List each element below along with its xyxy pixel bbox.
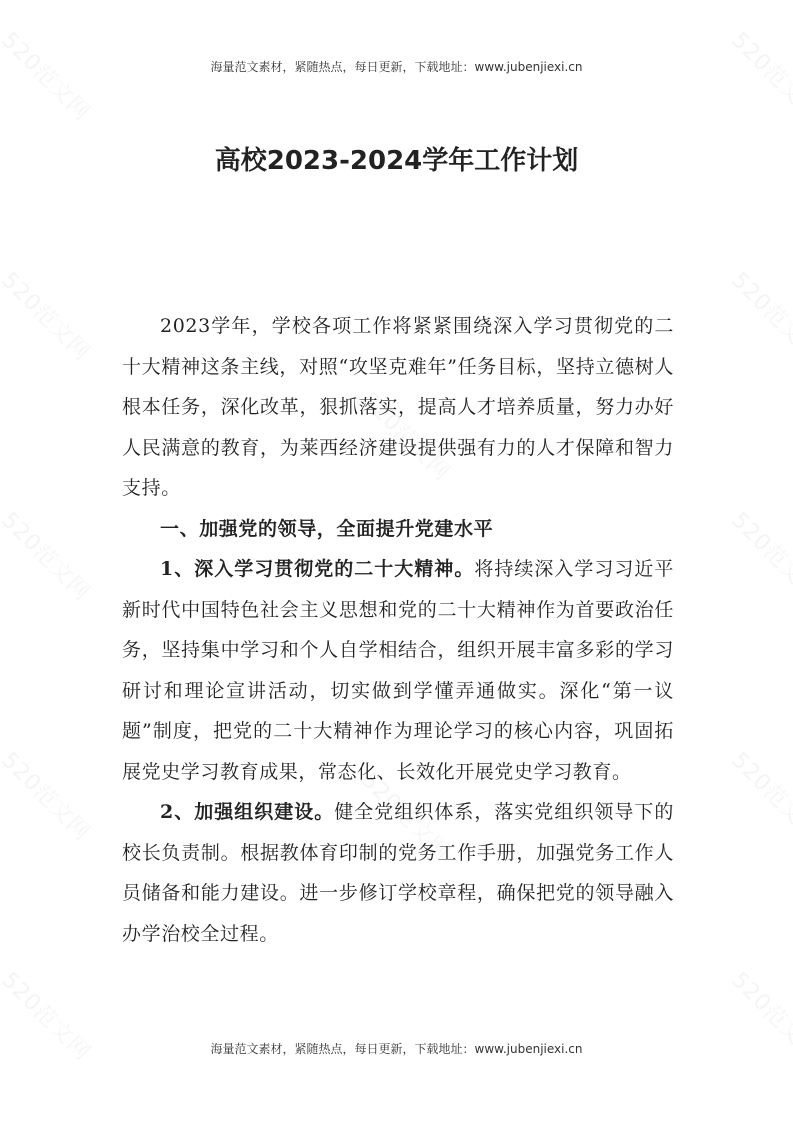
item-paragraph-2 — [122, 792, 674, 954]
intro-paragraph: 2023学年，学校各项工作将紧紧围绕深入学习贯彻党的二十大精神这条主线，对照“攻坚克难年”任务目标，坚持立德树人根本任务，深化改革，狠抓落实，提高人才培养质量，努力办好人民满意的教育，为莱西经济建设提供强有力的人才保障和智力支持。 — [122, 315, 674, 499]
section-heading: 一、加强党的领导，全面提升党建水平 — [160, 517, 494, 540]
watermark — [0, 744, 98, 847]
item-body-1: 将持续深入学习习近平新时代中国特色社会主义思想和党的二十大精神作为首要政治任务，坚持集中学习和个人自学相结合，组织开展丰富多彩的学习研讨和理论宣讲活动，切实做到学懂弄通做实。深化“第一议题”制度，把党的二十大精神作为理论学习的核心内容，巩固拓展党史学习教育成果，常态化、长效化开展党史学习教育。 — [122, 558, 674, 783]
page-footer: 海量范文素材，紧随热点，每日更新，下载地址：www.jubenjiexi.cn — [210, 1042, 583, 1056]
watermark — [726, 24, 793, 127]
watermark — [0, 504, 98, 607]
page-header: 海量范文素材，紧随热点，每日更新，下载地址：www.jubenjiexi.cn — [210, 60, 583, 74]
watermark — [726, 504, 793, 607]
watermark — [0, 24, 98, 127]
watermark — [726, 264, 793, 367]
item-paragraph-1 — [122, 549, 674, 792]
watermark — [0, 264, 98, 367]
item-body-2: 健全党组织体系，落实党组织领导下的校长负责制。根据教体育印制的党务工作手册，加强党务工作人员储备和能力建设。进一步修订学校章程，确保把党的领导融入办学治校全过程。 — [122, 801, 675, 945]
watermark — [726, 744, 793, 847]
document-title: 高校2023-2024学年工作计划 — [214, 146, 579, 176]
item-lead-2: 2、加强组织建设。 — [160, 801, 335, 823]
document-body — [122, 306, 674, 954]
item-lead-1: 1、深入学习贯彻党的二十大精神。 — [160, 558, 475, 580]
